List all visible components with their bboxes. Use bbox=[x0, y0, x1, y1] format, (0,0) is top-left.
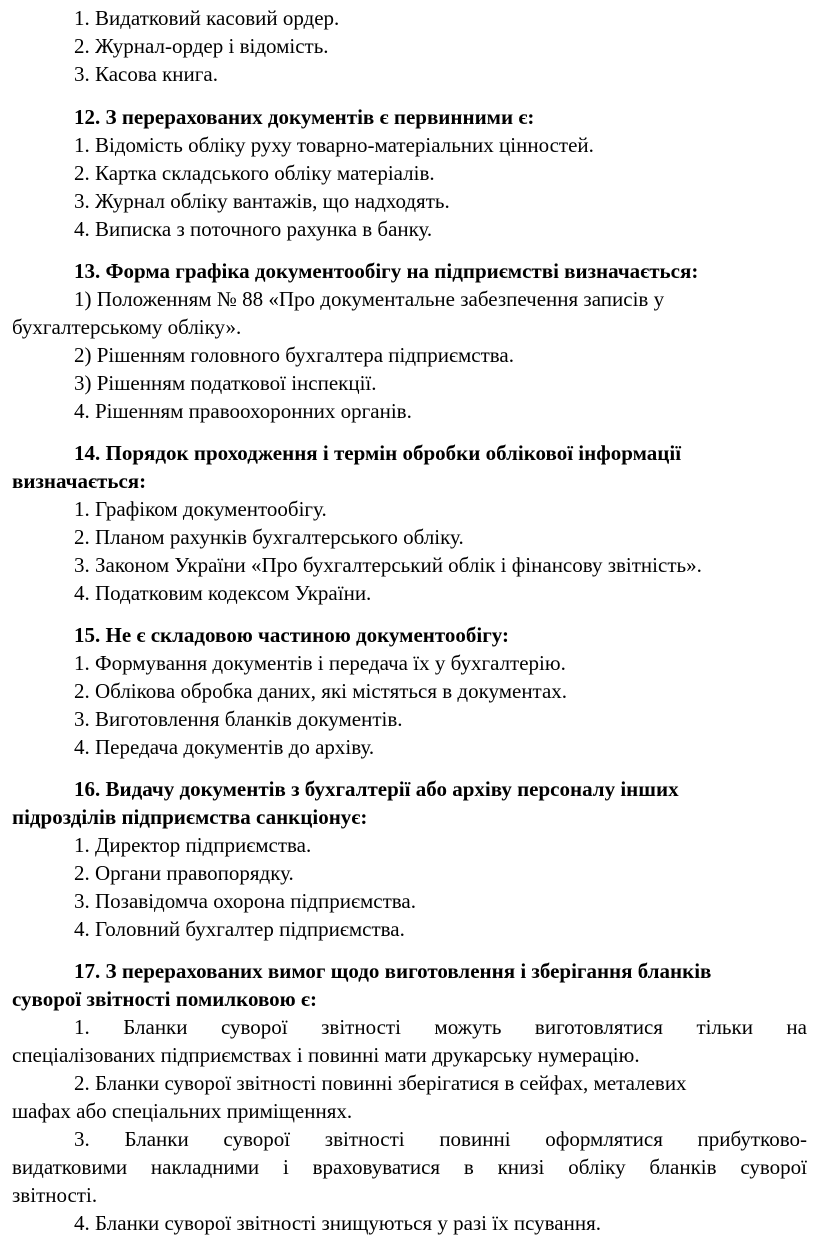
question-heading-continued: суворої звітності помилковою є: bbox=[12, 987, 318, 1011]
answer-line: 2. Органи правопорядку. bbox=[74, 861, 294, 885]
answer-line: 4. Бланки суворої звітності знищуються у разі їх псування. bbox=[74, 1211, 601, 1235]
answer-line-continued: звітності. bbox=[12, 1183, 98, 1207]
answer-line: 3. Законом України «Про бухгалтерський облік і фінансову звітність». bbox=[74, 553, 702, 577]
answer-line: 1) Положенням № 88 «Про документальне забезпечення записів у bbox=[74, 287, 665, 311]
answer-line: 3. Виготовлення бланків документів. bbox=[74, 707, 403, 731]
answer-line: 1. Бланки суворої звітності можуть виготовлятися тільки на bbox=[74, 1015, 807, 1039]
answer-line: 4. Рішенням правоохоронних органів. bbox=[74, 399, 412, 423]
question-heading: 16. Видачу документів з бухгалтерії або архіву персоналу інших bbox=[74, 777, 679, 801]
question-heading: 13. Форма графіка документообігу на підприємстві визначається: bbox=[74, 259, 699, 283]
question-heading: 17. З перерахованих вимог щодо виготовлення і зберігання бланків bbox=[74, 959, 712, 983]
question-heading: 15. Не є складовою частиною документообігу: bbox=[74, 623, 510, 647]
answer-line: 1. Відомість обліку руху товарно-матеріальних цінностей. bbox=[74, 133, 594, 157]
answer-line: 3. Позавідомча охорона підприємства. bbox=[74, 889, 416, 913]
answer-line: 4. Головний бухгалтер підприємства. bbox=[74, 917, 405, 941]
answer-line: 1. Графіком документообігу. bbox=[74, 497, 327, 521]
question-heading: 14. Порядок проходження і термін обробки облікової інформації bbox=[74, 441, 682, 465]
answer-line: 4. Виписка з поточного рахунка в банку. bbox=[74, 217, 433, 241]
answer-line: 3. Бланки суворої звітності повинні оформлятися прибутково- bbox=[74, 1127, 807, 1151]
answer-line: 2. Планом рахунків бухгалтерського обліку. bbox=[74, 525, 464, 549]
answer-line: 1. Формування документів і передача їх у бухгалтерію. bbox=[74, 651, 566, 675]
answer-line: 2. Бланки суворої звітності повинні зберігатися в сейфах, металевих bbox=[74, 1071, 687, 1095]
question-heading: 12. З перерахованих документів є первинними є: bbox=[74, 105, 535, 129]
answer-line: 1. Директор підприємства. bbox=[74, 833, 312, 857]
answer-line: 2) Рішенням головного бухгалтера підприємства. bbox=[74, 343, 515, 367]
answer-line: 2. Журнал-ордер і відомість. bbox=[74, 34, 329, 58]
answer-line: 4. Передача документів до архіву. bbox=[74, 735, 375, 759]
question-heading-continued: підрозділів підприємства санкціонує: bbox=[12, 805, 368, 829]
question-heading-continued: визначається: bbox=[12, 469, 147, 493]
answer-line: 1. Видатковий касовий ордер. bbox=[74, 6, 340, 30]
answer-line: 3) Рішенням податкової інспекції. bbox=[74, 371, 377, 395]
answer-line: 3. Журнал обліку вантажів, що надходять. bbox=[74, 189, 450, 213]
answer-line: 4. Податковим кодексом України. bbox=[74, 581, 372, 605]
answer-line-continued: шафах або спеціальних приміщеннях. bbox=[12, 1099, 353, 1123]
answer-line-continued: видатковими накладними і враховуватися в книзі обліку бланків суворої bbox=[12, 1155, 807, 1179]
answer-line-continued: бухгалтерському обліку». bbox=[12, 315, 242, 339]
answer-line: 3. Касова книга. bbox=[74, 62, 218, 86]
answer-line: 2. Картка складського обліку матеріалів. bbox=[74, 161, 435, 185]
answer-line-continued: спеціалізованих підприємствах і повинні мати друкарську нумерацію. bbox=[12, 1043, 640, 1067]
answer-line: 2. Облікова обробка даних, які містяться в документах. bbox=[74, 679, 568, 703]
